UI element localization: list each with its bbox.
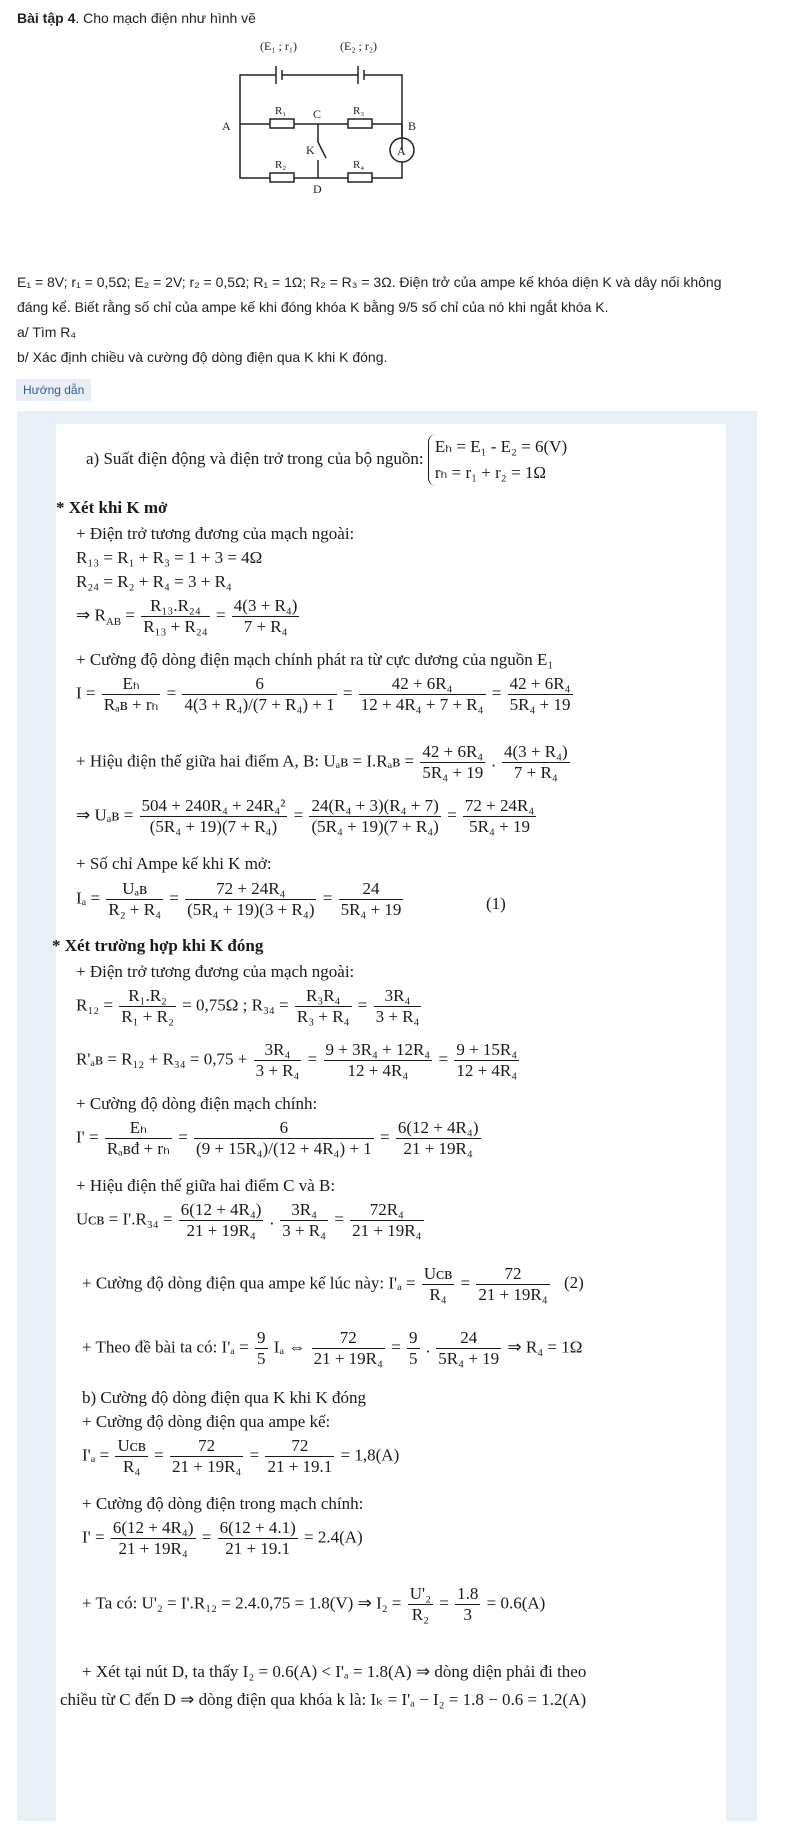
node-d-label: D — [313, 182, 322, 196]
source1-label: (E₁ ; r₁) — [260, 39, 298, 53]
guide-button[interactable]: Hướng dẫn — [16, 379, 91, 401]
open-step-2: + Cường độ dòng điện mạch chính phát ra từ cực dương của nguồn E₁ — [76, 650, 554, 669]
r2-label: R₂ — [275, 159, 287, 171]
ucb-equation: Uᴄʙ = I'.R₃₄ = $\frac{\text{6(12 + 4R₄)}}{\text{21 + 19R₄}}$ . $\frac{\text{3R₄}}{\text{3 + R₄}}$ = $\frac{\text{72R₄}}{\text{21 + 19R₄}}$ — [76, 1200, 422, 1240]
exercise-title — [17, 10, 256, 26]
source2-label: (E₂ ; r₂) — [340, 39, 378, 53]
main-current-value-equation: I' = $\frac{\text{6(12 + 4R₄)}}{\text{21 + 19R₄}}$ = $\frac{6(12 + 4.1)}{21 + 19.1}$ = 2.4(A) — [82, 1518, 363, 1558]
open-step-1: + Điện trở tương đương của mạch ngoài: — [76, 524, 355, 543]
r13-equation: R₁₃ = R₁ + R₃ = 1 + 3 = 4Ω — [76, 548, 263, 567]
r4-label: R₄ — [353, 159, 365, 171]
circuit-diagram — [222, 38, 500, 228]
ia-open-equation: Iₐ = $\frac{\text{Uₐʙ}}{\text{R₂ + R₄}}$ = $\frac{\text{72 + 24R₄}}{\text{(5R₄ + 19)(3 + R₄)}}$ = $\frac{24}{\text{5R₄ + 19}}$ — [76, 879, 402, 919]
solution-sheet — [52, 424, 726, 1824]
node-d-analysis: + Xét tại nút D, ta thấy I₂ = 0.6(A) < I'ₐ = 1.8(A) ⇒ dòng diện phải đi theo — [82, 1662, 587, 1681]
closed-step-2: + Cường độ dòng điện mạch chính: — [76, 1094, 318, 1113]
part-b-step-1: + Cường độ dòng điện qua ampe kế: — [82, 1412, 331, 1431]
switch-label: K — [306, 143, 315, 157]
source-intro: a) Suất điện động và điện trở trong của bộ nguồn: Eₕ = E₁ - E₂ = 6(V) rₕ = r₁ + r₂ = 1Ω — [86, 434, 567, 486]
heading-k-open: * Xét khi K mở — [56, 498, 168, 517]
exercise-number: Bài tập 4 — [17, 10, 76, 26]
final-current-k: chiều từ C đến D ⇒ dòng điện qua khóa k là: Iₖ = I'ₐ − I₂ = 1.8 − 0.6 = 1.2(A) — [60, 1690, 587, 1709]
closed-step-3: + Hiệu điện thế giữa hai điểm C và B: — [76, 1176, 336, 1195]
uab-equation: + Hiệu điện thế giữa hai điểm A, B: Uₐʙ = I.Rₐʙ = $\frac{\text{42 + 6R₄}}{\text{5R₄ + 19}}$ . $\frac{\text{4(3 + R₄)}}{\text{7 + R₄}}$ — [76, 742, 568, 782]
r1-label: R₁ — [275, 105, 287, 117]
question-b: b/ Xác định chiều và cường độ dòng điện qua K khi K đóng. — [17, 349, 388, 365]
question-a: a/ Tìm R₄ — [17, 324, 77, 340]
i2-equation: + Ta có: U'₂ = I'.R₁₂ = 2.4.0,75 = 1.8(V) ⇒ I₂ = $\frac{\text{U'₂}}{\text{R₂}}$ = $\frac{1.8}{3}$ = 0.6(A) — [82, 1584, 546, 1624]
source-system: Eₕ = E₁ - E₂ = 6(V) rₕ = r₁ + r₂ = 1Ω — [428, 434, 567, 486]
equation-tag-1: (1) — [486, 894, 506, 913]
node-a-label: A — [222, 119, 231, 133]
uab-expanded-equation: ⇒ Uₐʙ = $\frac{\text{504 + 240R₄ + 24R₄²}}{\text{(5R₄ + 19)(7 + R₄)}}$ = $\frac{\text{24(R₄ + 3)(R₄ + 7)}}{\text{(5R₄ + 19)(7 + R₄)}}$ = $\frac{\text{72 + 24R₄}}{\text{5R₄ + 19}}$ — [76, 796, 535, 836]
given-line-2: đáng kể. Biết rằng số chỉ của ampe kế khi đóng khóa K bằng 9/5 số chỉ của nó khi ngắt khóa K. — [17, 299, 609, 315]
ammeter-label: A — [397, 144, 406, 158]
node-c-label: C — [313, 107, 322, 121]
ia-value-equation: I'ₐ = $\frac{\text{Uᴄʙ}}{\text{R₄}}$ = $\frac{72}{\text{21 + 19R₄}}$ = $\frac{72}{21 + 19.1}$ = 1,8(A) — [82, 1436, 400, 1476]
r24-equation: R₂₄ = R₂ + R₄ = 3 + R₄ — [76, 572, 232, 591]
closed-step-1: + Điện trở tương đương của mạch ngoài: — [76, 962, 355, 981]
given-line-1: E₁ = 8V; r₁ = 0,5Ω; E₂ = 2V; r₂ = 0,5Ω; R₁ = 1Ω; R₂ = R₃ = 3Ω. Điện trở của ampe kế khóa diện K và dây nối không — [17, 274, 722, 290]
exercise-prompt: . Cho mạch điện như hình vẽ — [75, 10, 256, 26]
current-open-equation: I = $\frac{\text{Eₕ}}{\text{Rₐʙ + rₕ}}$ = $\frac{6}{\text{4(3 + R₄)/(7 + R₄) + 1}}$ = $\frac{\text{42 + 6R₄}}{\text{12 + 4R₄ + 7 + R₄}}$ = $\frac{\text{42 + 6R₄}}{\text{5R₄ + 19}}$ — [76, 674, 571, 714]
current-closed-equation: I' = $\frac{\text{Eₕ}}{\text{Rₐʙđ + rₕ}}$ = $\frac{6}{\text{(9 + 15R₄)/(12 + 4R₄) + 1}}$ = $\frac{\text{6(12 + 4R₄)}}{\text{21 + 19R₄}}$ — [76, 1118, 479, 1158]
rab-equation: ⇒ $R_{AB}$ = $\frac{\text{R₁₃.R₂₄}}{\text{R₁₃ + R₂₄}}$ = $\frac{\text{4(3 + R₄)}}{\text{7 + R₄}}$ — [76, 596, 298, 636]
part-b-step-2: + Cường độ dòng điện trong mạch chính: — [82, 1494, 364, 1513]
ia-closed-equation: + Cường độ dòng điện qua ampe kế lúc này: I'ₐ = $\frac{\text{Uᴄʙ}}{\text{R₄}}$ = $\frac{72}{\text{21 + 19R₄}}$ (2) — [82, 1264, 584, 1304]
ratio-equation: + Theo đề bài ta có: I'ₐ = $\frac{9}{5}$ Iₐ ⇔ $\frac{72}{\text{21 + 19R₄}}$ = $\frac{9}{5}$ . $\frac{24}{\text{5R₄ + 19}}$ ⇒ R₄ = 1Ω — [82, 1328, 583, 1368]
rab-closed-equation: R'ₐʙ = R₁₂ + R₃₄ = 0,75 + $\frac{\text{3R₄}}{\text{3 + R₄}}$ = $\frac{\text{9 + 3R₄ + 12R₄}}{\text{12 + 4R₄}}$ = $\frac{\text{9 + 15R₄}}{\text{12 + 4R₄}}$ — [76, 1040, 518, 1080]
node-b-label: B — [408, 119, 417, 133]
heading-k-closed: * Xét trường hợp khi K đóng — [52, 936, 264, 955]
r12-r34-equation: R₁₂ = $\frac{\text{R₁.R₂}}{\text{R₁ + R₂}}$ = 0,75Ω ; R₃₄ = $\frac{\text{R₃R₄}}{\text{R₃ + R₄}}$ = $\frac{\text{3R₄}}{\text{3 + R₄}}$ — [76, 986, 420, 1026]
r3-label: R₃ — [353, 105, 365, 117]
open-step-4: + Số chỉ Ampe kế khi K mở: — [76, 854, 272, 873]
part-b-heading: b) Cường độ dòng điện qua K khi K đóng — [82, 1388, 367, 1407]
